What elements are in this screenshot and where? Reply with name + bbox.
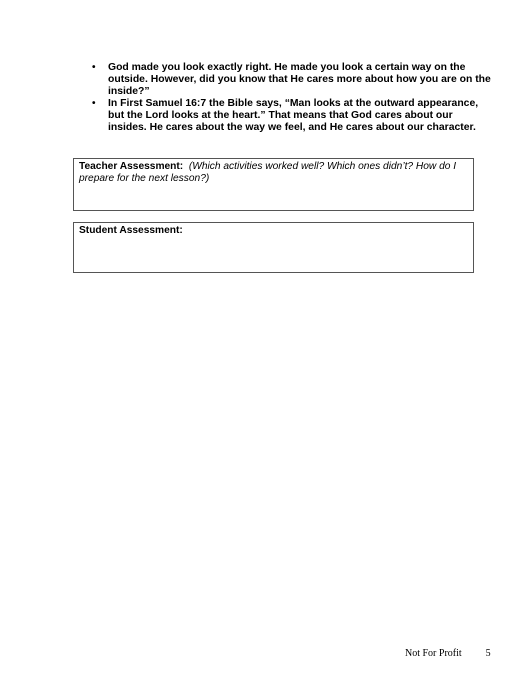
bullet-text: In First Samuel 16:7 the Bible says, “Man looks at the outward appearance, but the Lord looks at the heart.” That means that God cares about our insides. He cares about the way we feel, and He cares about our character. [108, 98, 479, 134]
bullet-icon: • [92, 98, 96, 110]
bullet-item-appearance [92, 62, 492, 98]
teacher-assessment-prompt: (Which activities worked well? Which ones didn’t? How do I prepare for the next lesson?) [79, 161, 457, 185]
student-assessment-label: Student Assessment: [79, 225, 183, 236]
bullet-icon: • [92, 62, 96, 73]
teacher-assessment-box[interactable] [73, 158, 474, 211]
bullet-item-scripture [92, 98, 492, 134]
page-number: 5 [485, 648, 491, 659]
page-footer [405, 648, 491, 660]
bullet-list [92, 62, 492, 135]
footer-text: Not For Profit [405, 648, 462, 659]
student-assessment-box[interactable] [73, 222, 474, 273]
teacher-assessment-label: Teacher Assessment: [79, 161, 184, 172]
bullet-text: God made you look exactly right. He made you look a certain way on the outside. However, did you know that He cares more about how you are on the inside?” [108, 62, 491, 98]
